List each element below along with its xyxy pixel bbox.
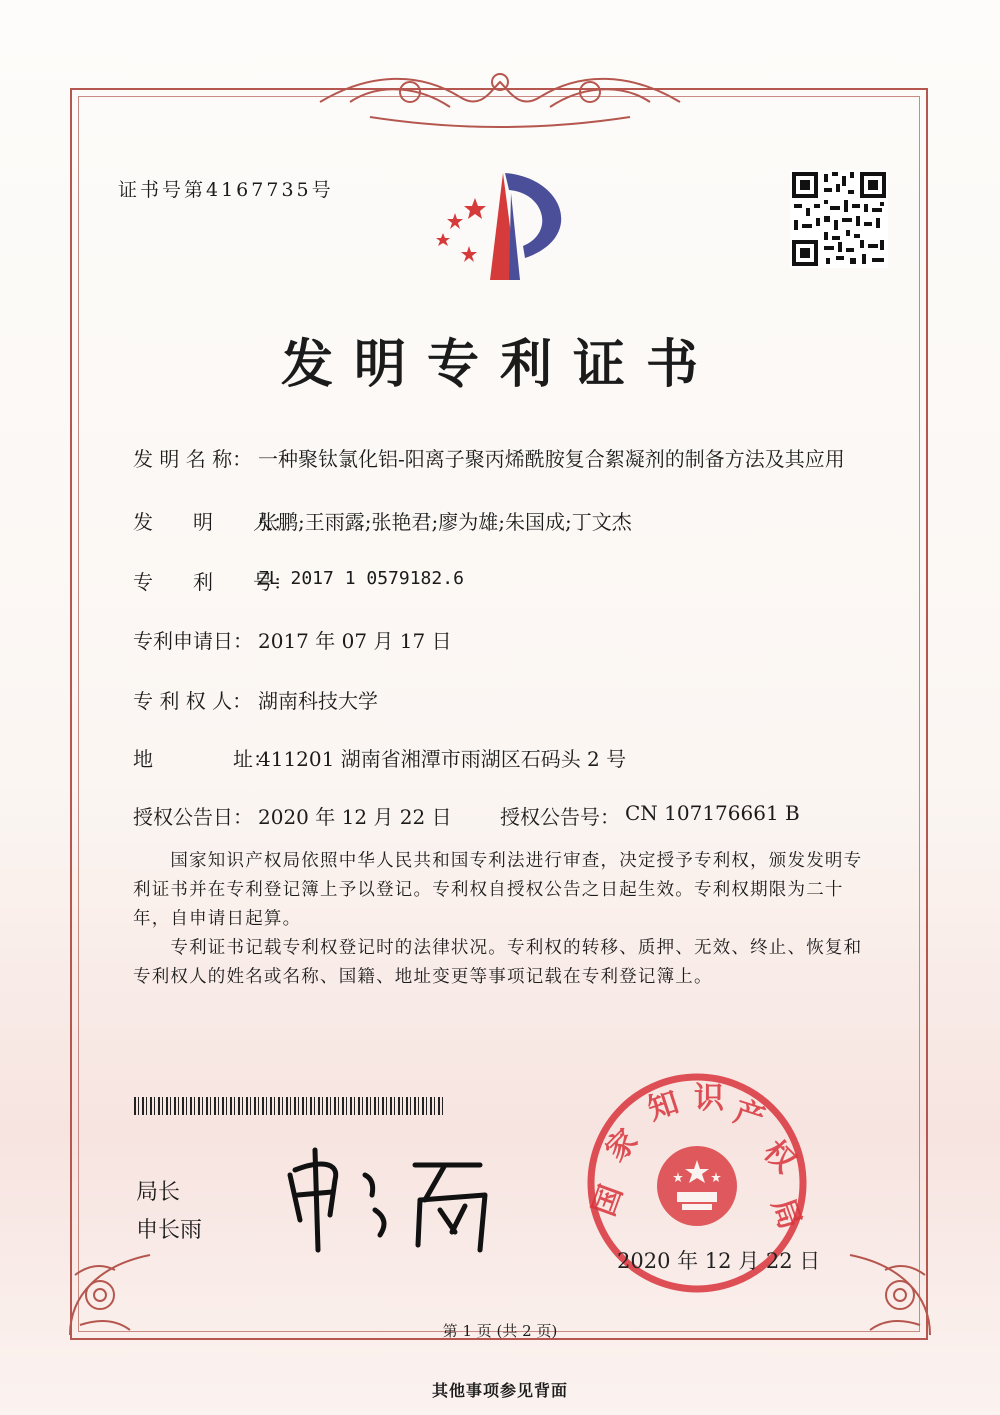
inventors-value: 张鹏;王雨露;张艳君;廖为雄;朱国成;丁文杰 (258, 510, 632, 534)
certificate-statement-paragraph: 国家知识产权局依照中华人民共和国专利法进行审查，决定授予专利权，颁发发明专利证书并在专利登记簿上予以登记。专利权自授权公告之日起生效。专利权期限为二十年，自申请日起算。 (133, 851, 863, 929)
patent-emblem-logo (425, 168, 585, 288)
inventors-label: 发 明 人： (133, 510, 293, 534)
patentee-value: 湖南科技大学 (258, 689, 378, 713)
invention-name-label: 发 明 名 称： (133, 447, 253, 471)
legal-status-paragraph: 专利证书记载专利权登记时的法律状况。专利权的转移、质押、无效、终止、恢复和专利权人的姓名或名称、国籍、地址变更等事项记载在专利登记簿上。 (133, 938, 863, 987)
filing-date-value: 2017 年 07 月 17 日 (258, 629, 452, 653)
svg-text:国: 国 (586, 1180, 630, 1221)
address-value: 411201 湖南省湘潭市雨湖区石码头 2 号 (258, 747, 627, 771)
director-signature (280, 1140, 520, 1260)
patent-number-label: 专 利 号： (133, 570, 293, 594)
grant-date-value: 2020 年 12 月 22 日 (258, 805, 452, 829)
barcode (134, 1097, 444, 1115)
seal-date: 2020 年 12 月 22 日 (617, 1249, 821, 1273)
director-title: 局长 (136, 1180, 181, 1205)
top-border-ornament (310, 62, 690, 132)
qr-code (790, 170, 888, 268)
svg-text:产: 产 (729, 1094, 769, 1137)
svg-text:知: 知 (643, 1085, 684, 1128)
svg-text:家: 家 (598, 1122, 645, 1169)
svg-text:权: 权 (756, 1133, 803, 1180)
footer-note: 其他事项参见背面 (431, 1381, 568, 1400)
director-name: 申长雨 (136, 1218, 203, 1243)
svg-text:局: 局 (764, 1193, 808, 1234)
filing-date-label: 专利申请日： (133, 629, 253, 653)
patentee-label: 专 利 权 人： (133, 689, 253, 713)
patent-number-value: ZL 2017 1 0579182.6 (258, 568, 464, 589)
page-number: 第 1 页 (共 2 页) (442, 1322, 558, 1340)
svg-text:识: 识 (694, 1081, 724, 1116)
certificate-number: 证书号第4167735号 (118, 179, 334, 201)
certificate-title: 发明专利证书 (280, 335, 719, 395)
grant-number-value: CN 107176661 B (625, 801, 800, 825)
address-label: 地 址： (133, 747, 273, 771)
grant-date-label: 授权公告日： (133, 805, 253, 829)
invention-name-value: 一种聚钛氯化铝-阳离子聚丙烯酰胺复合絮凝剂的制备方法及其应用 (258, 447, 845, 471)
grant-number-label: 授权公告号： (500, 805, 620, 829)
